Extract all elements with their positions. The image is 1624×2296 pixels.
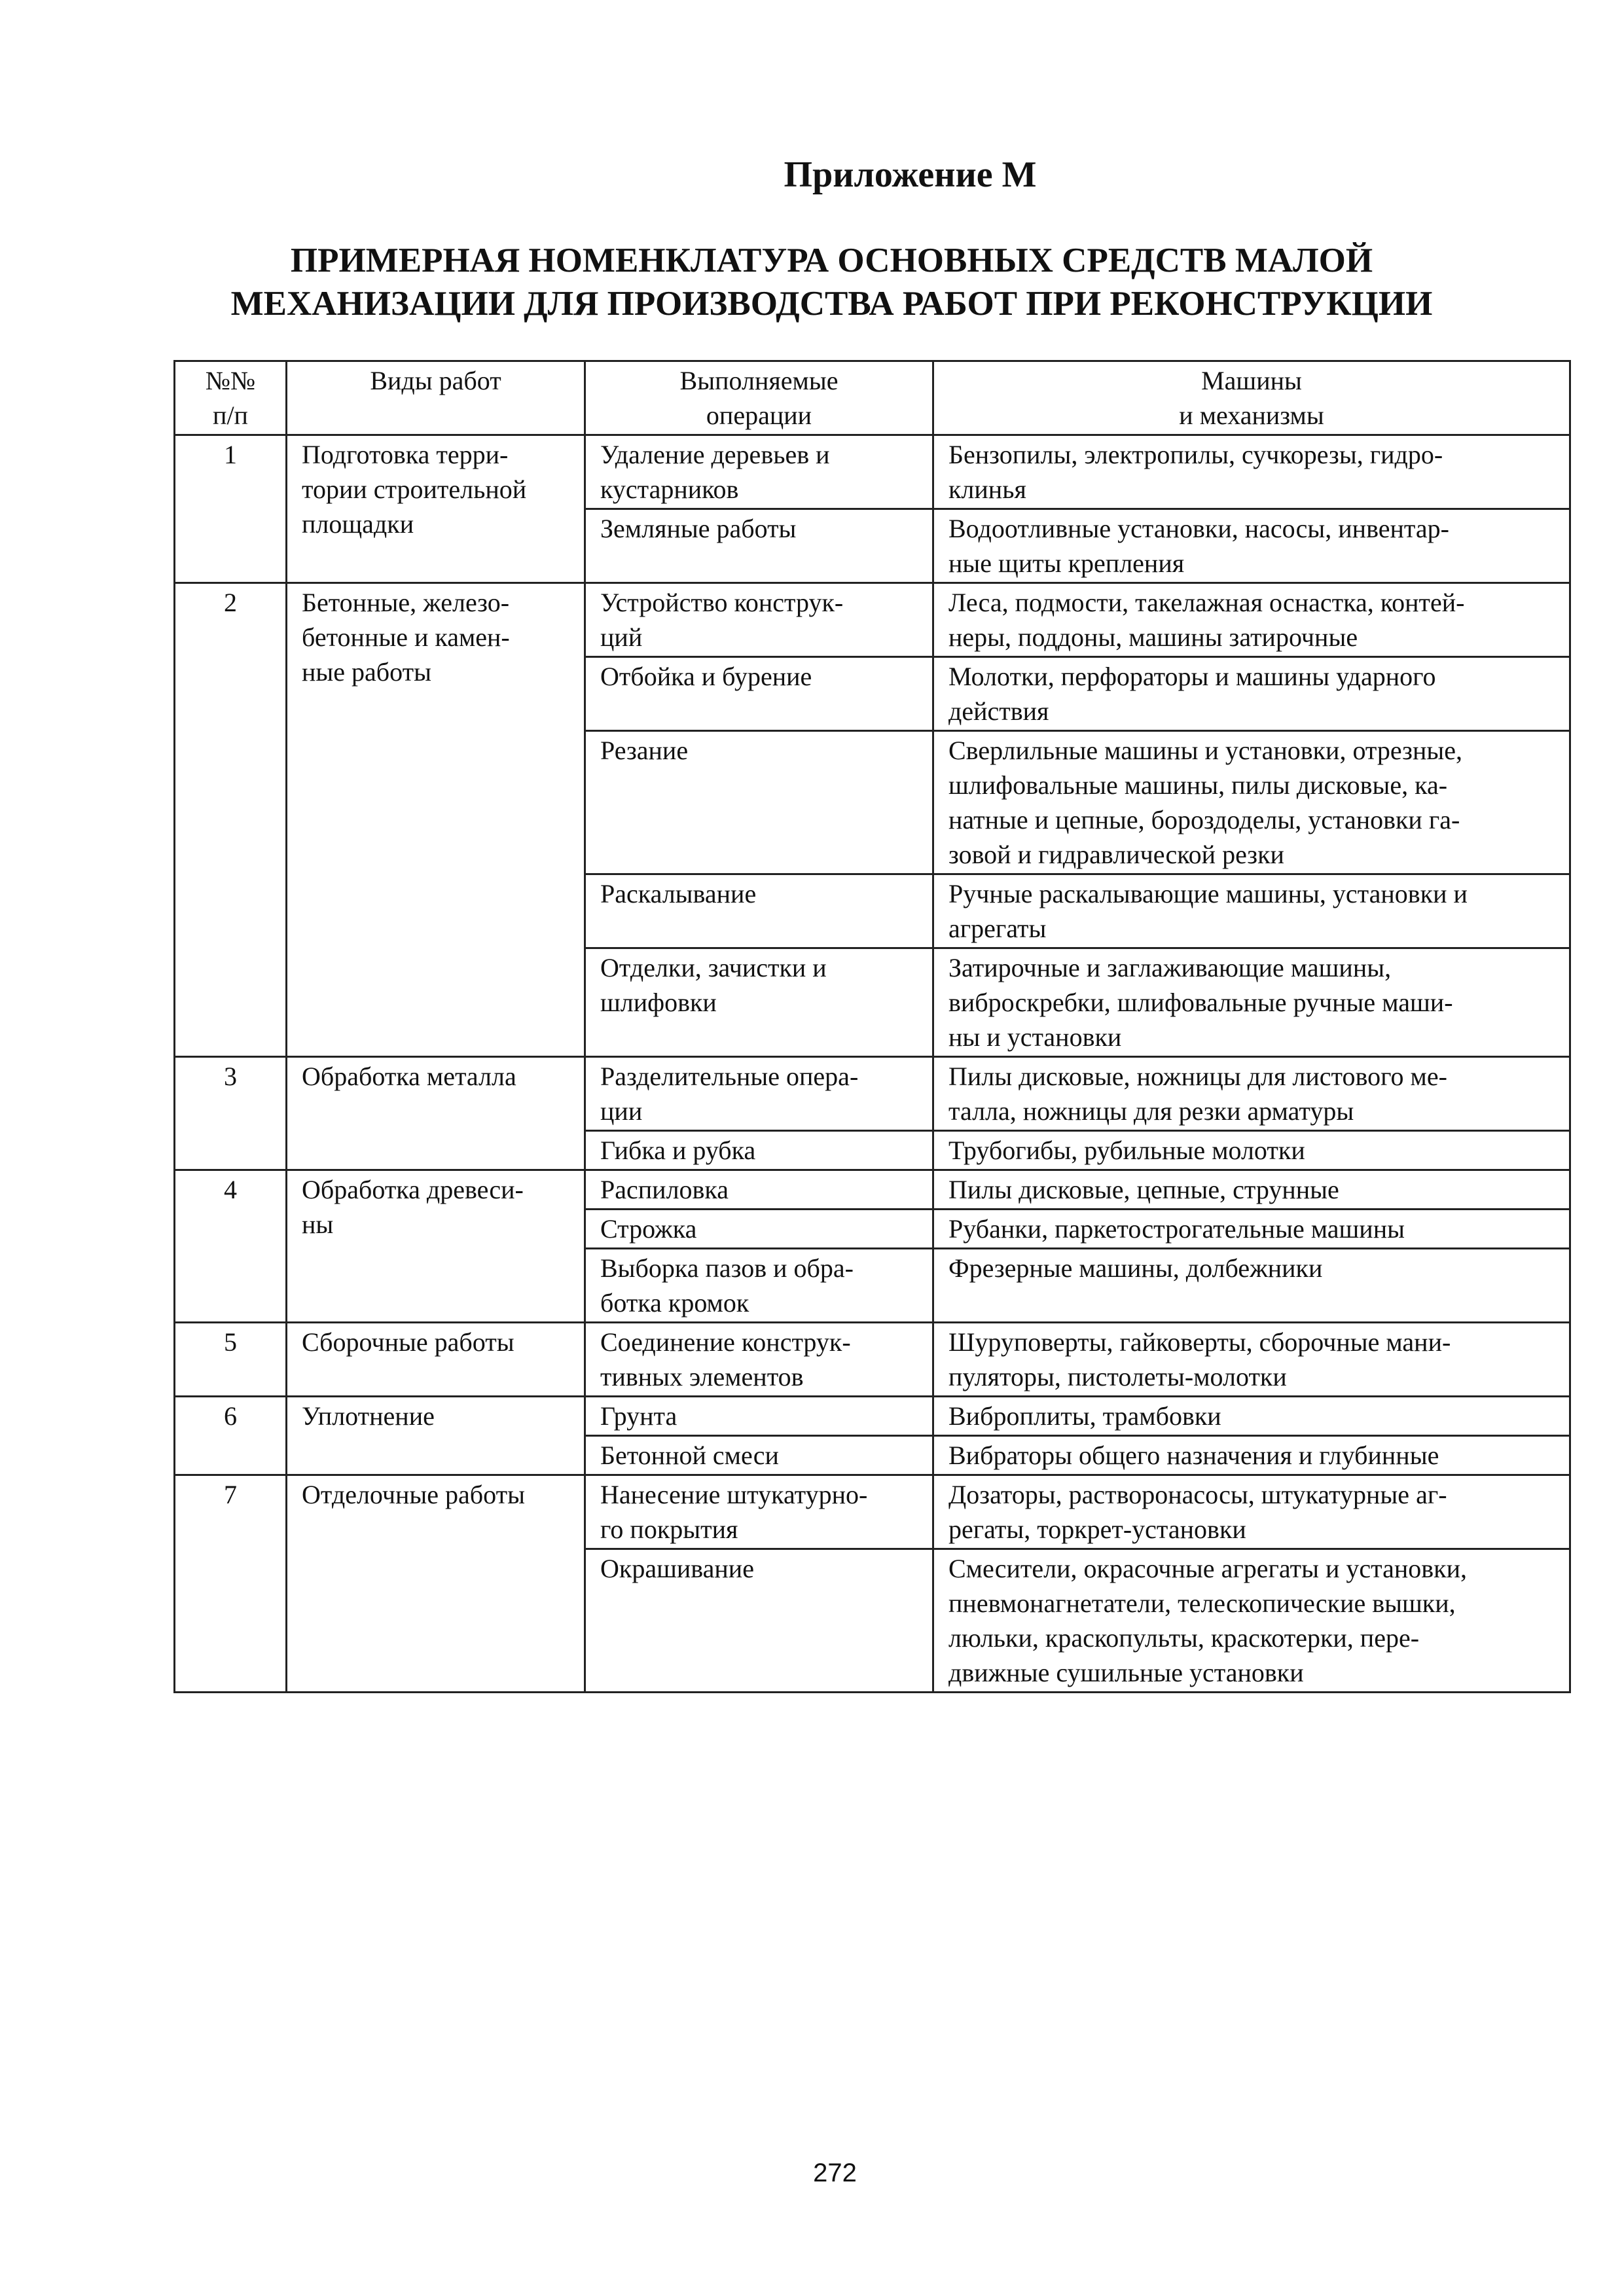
machines-cell [933, 874, 1570, 948]
operation-line: Раскалывание [600, 879, 757, 908]
work-type-cell [287, 1397, 585, 1475]
operation-line: Земляные работы [600, 514, 797, 543]
operation-cell [585, 1210, 933, 1249]
row-number-cell: 3 [175, 1057, 287, 1170]
machines-line: ны и установки [948, 1022, 1122, 1052]
operation-cell [585, 1131, 933, 1170]
machines-line: движные сушильные установки [948, 1658, 1304, 1687]
machines-cell [933, 1323, 1570, 1397]
machines-line: клинья [948, 475, 1026, 504]
machines-cell [933, 948, 1570, 1057]
machines-cell [933, 1210, 1570, 1249]
table-body [175, 435, 1570, 1693]
mechanization-table [173, 360, 1571, 1693]
machines-line: Трубогибы, рубильные молотки [948, 1136, 1305, 1165]
work-type-line: площадки [302, 509, 414, 539]
machines-cell [933, 1170, 1570, 1210]
machines-cell [933, 1131, 1570, 1170]
machines-cell [933, 1057, 1570, 1131]
row-number-cell: 5 [175, 1323, 287, 1397]
row-number-cell: 2 [175, 583, 287, 1057]
row-number-cell: 1 [175, 435, 287, 583]
work-type-line: тории строительной [302, 475, 527, 504]
machines-line: Водоотливные установки, насосы, инвентар- [948, 514, 1449, 543]
work-type-cell [287, 1170, 585, 1323]
machines-line: Бензопилы, электропилы, сучкорезы, гидро- [948, 440, 1443, 469]
header-machines: Машины и механизмы [933, 361, 1570, 435]
machines-cell [933, 435, 1570, 509]
work-type-line: Обработка древеси- [302, 1175, 524, 1204]
operation-line: Нанесение штукатурно- [600, 1480, 868, 1509]
work-type-cell [287, 1057, 585, 1170]
machines-line: люльки, краскопульты, краскотерки, пере- [948, 1623, 1420, 1653]
operation-cell [585, 435, 933, 509]
operation-cell [585, 1475, 933, 1549]
operation-line: шлифовки [600, 988, 717, 1017]
machines-line: шлифовальные машины, пилы дисковые, ка- [948, 770, 1448, 800]
page-number: 272 [813, 2159, 857, 2187]
operation-cell [585, 1549, 933, 1693]
operation-line: Бетонной смеси [600, 1441, 779, 1470]
table-row [175, 1397, 1570, 1436]
machines-cell [933, 1397, 1570, 1436]
table-row [175, 1170, 1570, 1210]
machines-cell [933, 583, 1570, 657]
machines-line: Пилы дисковые, цепные, струнные [948, 1175, 1339, 1204]
operation-line: Отделки, зачистки и [600, 953, 827, 982]
work-type-line: Сборочные работы [302, 1327, 514, 1357]
machines-line: Молотки, перфораторы и машины ударного [948, 662, 1436, 691]
machines-line: Дозаторы, растворонасосы, штукатурные аг- [948, 1480, 1447, 1509]
machines-line: пуляторы, пистолеты-молотки [948, 1362, 1287, 1391]
operation-cell [585, 1397, 933, 1436]
row-number-cell: 6 [175, 1397, 287, 1475]
operation-line: Разделительные опера- [600, 1062, 859, 1091]
machines-cell [933, 1549, 1570, 1693]
machines-line: Затирочные и заглаживающие машины, [948, 953, 1392, 982]
work-type-line: бетонные и камен- [302, 622, 510, 652]
machines-line: Сверлильные машины и установки, отрезные, [948, 736, 1462, 765]
table-row [175, 583, 1570, 657]
row-number-cell: 4 [175, 1170, 287, 1323]
operation-line: тивных элементов [600, 1362, 804, 1391]
operation-line: го покрытия [600, 1515, 738, 1544]
machines-line: зовой и гидравлической резки [948, 840, 1284, 869]
table-row [175, 1057, 1570, 1131]
work-type-line: Уплотнение [302, 1401, 435, 1431]
machines-line: талла, ножницы для резки арматуры [948, 1096, 1354, 1126]
operation-line: Выборка пазов и обра- [600, 1253, 854, 1283]
document-title-line: ПРИМЕРНАЯ НОМЕНКЛАТУРА ОСНОВНЫХ СРЕДСТВ МАЛОЙ [290, 242, 1373, 279]
machines-cell [933, 731, 1570, 874]
work-type-cell [287, 583, 585, 1057]
operation-line: Распиловка [600, 1175, 729, 1204]
machines-line: неры, поддоны, машины затирочные [948, 622, 1358, 652]
document-title-line: МЕХАНИЗАЦИИ ДЛЯ ПРОИЗВОДСТВА РАБОТ ПРИ РЕКОНСТРУКЦИИ [230, 285, 1433, 323]
operation-line: Грунта [600, 1401, 677, 1431]
machines-line: пневмонагнетатели, телескопические вышки, [948, 1588, 1456, 1618]
machines-line: Виброплиты, трамбовки [948, 1401, 1221, 1431]
machines-line: действия [948, 696, 1049, 726]
header-work-type: Виды работ [287, 361, 585, 435]
document-title [0, 239, 1624, 325]
machines-line: натные и цепные, бороздоделы, установки га- [948, 805, 1460, 834]
header-num: №№ п/п [175, 361, 287, 435]
appendix-title: Приложение М [784, 154, 1037, 195]
operation-cell [585, 509, 933, 583]
header-operations: Выполняемые операции [585, 361, 933, 435]
work-type-line: Отделочные работы [302, 1480, 525, 1509]
machines-line: Смесители, окрасочные агрегаты и установки, [948, 1554, 1467, 1583]
row-number-cell: 7 [175, 1475, 287, 1693]
table-header-row [175, 361, 1570, 435]
operation-line: Окрашивание [600, 1554, 754, 1583]
work-type-line: Подготовка терри- [302, 440, 509, 469]
table-row [175, 1475, 1570, 1549]
machines-line: Вибраторы общего назначения и глубинные [948, 1441, 1439, 1470]
machines-line: Ручные раскалывающие машины, установки и [948, 879, 1468, 908]
work-type-cell [287, 435, 585, 583]
operation-line: ции [600, 1096, 643, 1126]
machines-cell [933, 509, 1570, 583]
operation-cell [585, 583, 933, 657]
operation-cell [585, 731, 933, 874]
machines-cell [933, 657, 1570, 731]
work-type-cell [287, 1323, 585, 1397]
machines-line: регаты, торкрет-установки [948, 1515, 1246, 1544]
work-type-line: ные работы [302, 657, 431, 687]
work-type-line: Обработка металла [302, 1062, 516, 1091]
operation-line: ций [600, 622, 643, 652]
machines-line: виброскребки, шлифовальные ручные маши- [948, 988, 1453, 1017]
machines-line: агрегаты [948, 914, 1047, 943]
machines-line: Леса, подмости, такелажная оснастка, контей- [948, 588, 1465, 617]
machines-cell [933, 1475, 1570, 1549]
operation-line: Соединение конструк- [600, 1327, 851, 1357]
operation-cell [585, 874, 933, 948]
operation-line: Резание [600, 736, 689, 765]
operation-line: Устройство конструк- [600, 588, 844, 617]
machines-line: Рубанки, паркетострогательные машины [948, 1214, 1405, 1244]
machines-line: Шуруповерты, гайковерты, сборочные мани- [948, 1327, 1451, 1357]
operation-line: Удаление деревьев и [600, 440, 830, 469]
table-row [175, 1323, 1570, 1397]
work-type-cell [287, 1475, 585, 1693]
operation-line: кустарников [600, 475, 739, 504]
operation-cell [585, 1323, 933, 1397]
machines-cell [933, 1436, 1570, 1475]
operation-line: Отбойка и бурение [600, 662, 812, 691]
machines-cell [933, 1249, 1570, 1323]
operation-cell [585, 657, 933, 731]
operation-cell [585, 1057, 933, 1131]
operation-line: Строжка [600, 1214, 697, 1244]
operation-cell [585, 1170, 933, 1210]
operation-cell [585, 1249, 933, 1323]
operation-cell [585, 948, 933, 1057]
operation-line: Гибка и рубка [600, 1136, 756, 1165]
operation-cell [585, 1436, 933, 1475]
machines-line: Фрезерные машины, долбежники [948, 1253, 1323, 1283]
operation-line: ботка кромок [600, 1288, 749, 1318]
work-type-line: Бетонные, железо- [302, 588, 510, 617]
machines-line: Пилы дисковые, ножницы для листового ме- [948, 1062, 1447, 1091]
work-type-line: ны [302, 1210, 334, 1239]
table-row [175, 435, 1570, 509]
machines-line: ные щиты крепления [948, 548, 1185, 578]
